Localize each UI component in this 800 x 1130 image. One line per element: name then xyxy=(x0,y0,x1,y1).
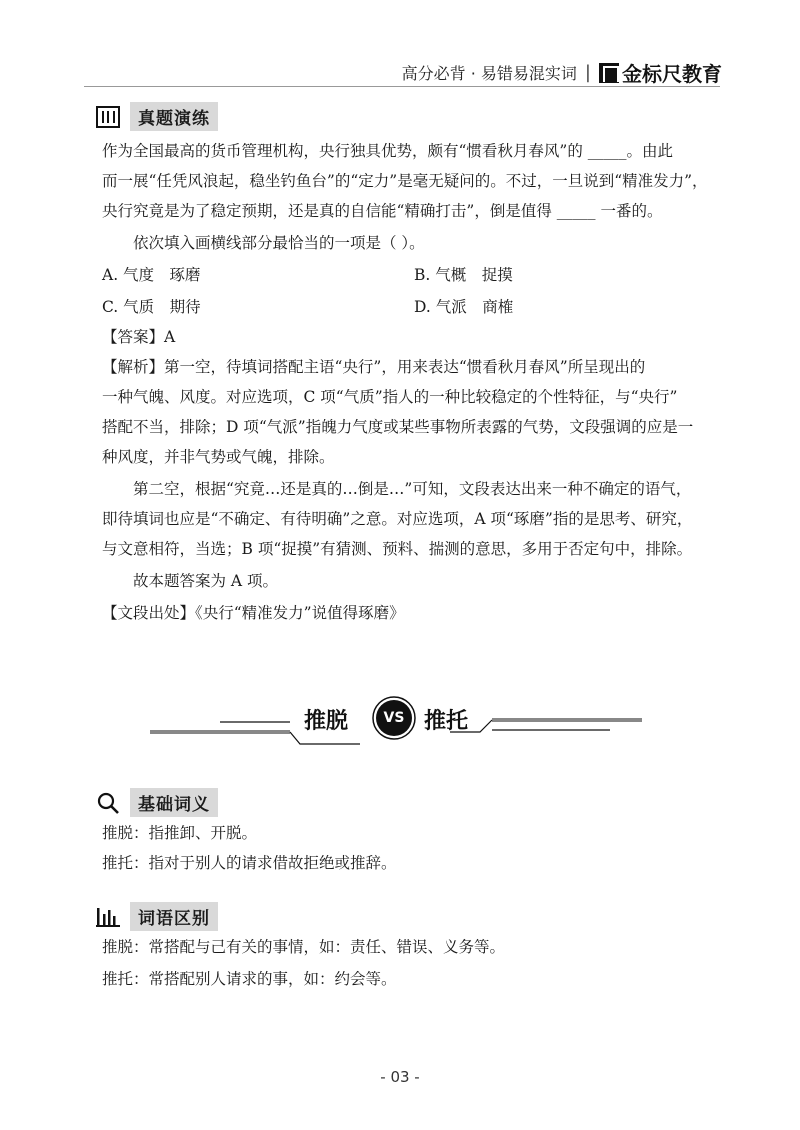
analysis-line-4: 种风度，并非气势或气魄，排除。 xyxy=(102,448,335,466)
option-c: C. 气质 期待 xyxy=(102,298,201,316)
analysis-line-7: 与文意相符，当选；B 项“捉摸”有猜测、预料、揣测的意思，多用于否定句中，排除。 xyxy=(102,540,693,558)
header-subtitle: 高分必背 · 易错易混实词 xyxy=(401,64,577,83)
brand xyxy=(599,58,722,87)
analysis-line-2: 一种气魄、风度。对应选项，C 项“气质”指人的一种比较稳定的个性特征，与“央行” xyxy=(102,388,678,406)
section-basic-meaning-title xyxy=(96,788,218,817)
option-d: D. 气派 商榷 xyxy=(414,298,514,316)
question-line-3: 央行究竟是为了稳定预期，还是真的自信能“精确打击”，倒是值得 _____ 一番的。 xyxy=(102,202,663,220)
option-a: A. 气度 琢磨 xyxy=(102,266,201,284)
section-difference-title xyxy=(96,902,218,931)
magnifier-icon xyxy=(96,791,120,815)
difference-line-2: 推托：常搭配别人请求的事，如：约会等。 xyxy=(102,970,397,988)
answer: 【答案】A xyxy=(102,328,176,346)
header-rule xyxy=(84,86,720,87)
section-label: 词语区别 xyxy=(130,902,218,931)
bar-chart-icon xyxy=(96,906,120,928)
section-label: 基础词义 xyxy=(130,788,218,817)
analysis-line-1: 【解析】第一空，待填词搭配主语“央行”，用来表达“惯看秋月春风”所呈现出的 xyxy=(102,358,646,376)
source-citation: 【文段出处】《央行“精准发力”说值得琢磨》 xyxy=(102,604,405,622)
comparison-banner xyxy=(150,692,650,752)
section-practice-title xyxy=(96,102,218,131)
header-separator: | xyxy=(584,62,591,83)
difference-line-1: 推脱：常搭配与己有关的事情，如：责任、错误、义务等。 xyxy=(102,938,506,956)
banner-word-left: 推脱 xyxy=(304,709,349,734)
banner-word-right: 推托 xyxy=(424,709,469,734)
question-line-1: 作为全国最高的货币管理机构，央行独具优势，颇有“惯看秋月春风”的 _____。由此 xyxy=(102,142,674,160)
page-header xyxy=(402,58,722,87)
analysis-line-5: 第二空，根据“究竟…还是真的…倒是…”可知，文段表达出来一种不确定的语气， xyxy=(133,480,692,498)
page-number: - 03 - xyxy=(380,1068,420,1086)
analysis-line-8: 故本题答案为 A 项。 xyxy=(133,572,279,590)
definition-line-1: 推脱：指推卸、开脱。 xyxy=(102,824,258,842)
analysis-line-6: 即待填词也应是“不确定、有待明确”之意。对应选项，A 项“琢磨”指的是思考、研究， xyxy=(102,510,693,528)
definition-line-2: 推托：指对于别人的请求借故拒绝或推辞。 xyxy=(102,854,397,872)
analysis-line-3: 搭配不当，排除；D 项“气派”指魄力气度或某些事物所表露的气势，文段强调的应是一 xyxy=(102,418,694,436)
question-line-2: 而一展“任凭风浪起，稳坐钓鱼台”的“定力”是毫无疑问的。不过，一旦说到“精准发力”， xyxy=(102,172,708,190)
equalizer-icon xyxy=(96,106,120,128)
brand-name: 金标尺教育 xyxy=(622,62,722,86)
option-b: B. 气概 捉摸 xyxy=(414,266,513,284)
section-label: 真题演练 xyxy=(130,102,218,131)
vs-badge: VS xyxy=(376,700,412,736)
brand-logo-icon xyxy=(599,63,619,83)
question-prompt: 依次填入画横线部分最恰当的一项是（ ）。 xyxy=(133,234,425,252)
